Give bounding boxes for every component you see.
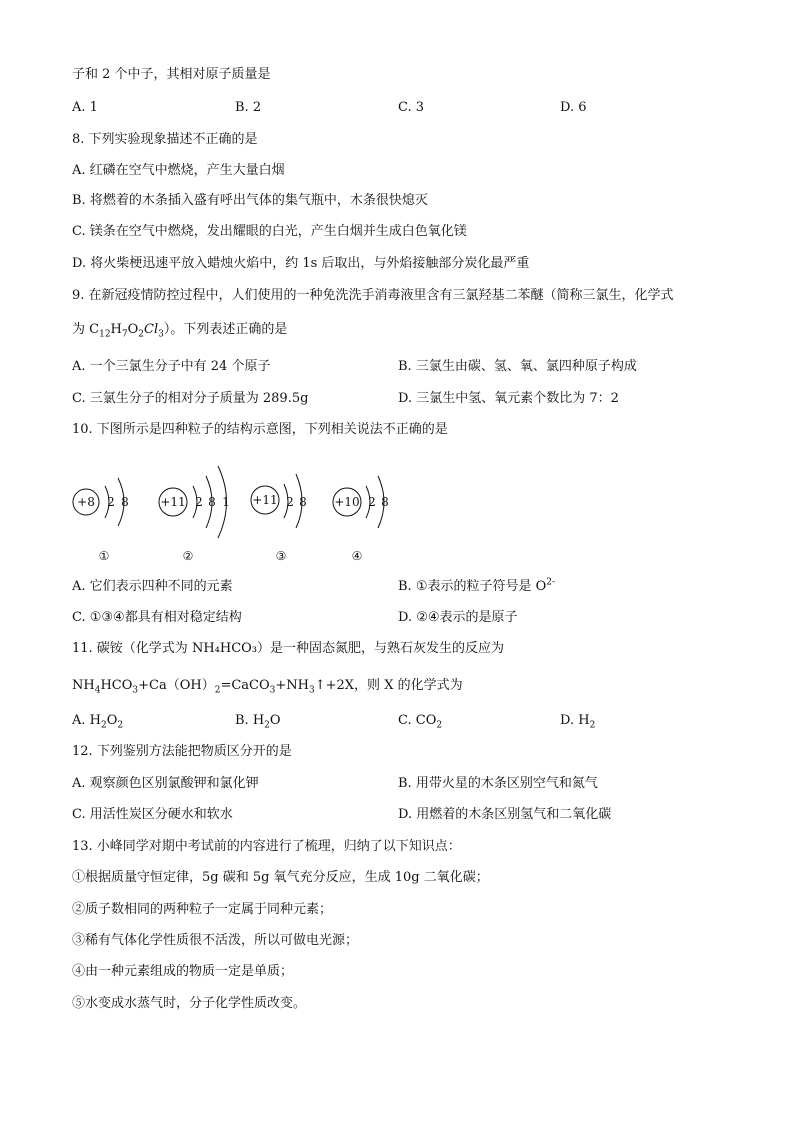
q8-option-a: A. 红磷在空气中燃烧，产生大量白烟 xyxy=(72,163,285,178)
q12-option-c: C. 用活性炭区分硬水和软水 xyxy=(72,807,233,822)
q13-point-2: ②质子数相同的两种粒子一定属于同种元素； xyxy=(72,902,333,917)
particle-2-shell-1: 2 xyxy=(195,495,203,509)
q13-point-5: ⑤水变成水蒸气时，分子化学性质改变。 xyxy=(72,996,307,1011)
q7-option-c: C. 3 xyxy=(398,100,425,115)
particle-2-shell-2: 8 xyxy=(208,495,216,509)
q12-option-d: D. 用燃着的木条区别氢气和二氧化碳 xyxy=(398,807,612,822)
question-7-stem-tail: 子和 2 个中子，其相对原子质量是 xyxy=(72,67,271,82)
particle-4-shell-2: 8 xyxy=(381,495,389,509)
q12-option-b: B. 用带火星的木条区别空气和氮气 xyxy=(398,776,598,791)
particle-4 xyxy=(333,476,389,563)
particle-1-shell-2: 8 xyxy=(121,495,129,509)
particle-4-label: ④ xyxy=(351,549,363,563)
q13-point-4: ④由一种元素组成的物质一定是单质； xyxy=(72,964,294,979)
atomic-structure-diagram xyxy=(60,450,420,575)
q9-option-d: D. 三氯生中氢、氧元素个数比为 7：2 xyxy=(398,391,619,406)
particle-4-nucleus: +10 xyxy=(334,495,360,509)
q13-point-3: ③稀有气体化学性质很不活泼，所以可做电光源； xyxy=(72,933,359,948)
q10-option-a: A. 它们表示四种不同的元素 xyxy=(72,579,233,594)
question-11-equation: $NH_4HCO_3+Ca(OH)_2=CaCO_3+NH_3↑+2X$，则 X 的化学式为 xyxy=(72,678,463,696)
particle-3 xyxy=(251,474,307,563)
particle-3-nucleus: +11 xyxy=(252,493,278,507)
q9-option-c: C. 三氯生分子的相对分子质量为 289.5g xyxy=(72,391,309,406)
particle-1-shell-1: 2 xyxy=(107,495,115,509)
particle-2-label: ② xyxy=(182,549,194,563)
particle-3-shell-1: 2 xyxy=(286,495,294,509)
q7-option-b: B. 2 xyxy=(235,100,262,115)
particle-2 xyxy=(159,466,230,563)
question-9-stem: 9. 在新冠疫情防控过程中，人们使用的一种免洗洗手消毒液里含有三氯羟基二苯醚（简称三氯生，化学式 xyxy=(72,288,674,303)
q11-option-d: D. $H_2$ xyxy=(560,713,596,731)
q9-option-a: A. 一个三氯生分子中有 24 个原子 xyxy=(72,359,271,374)
particle-3-shell-2: 8 xyxy=(299,495,307,509)
particle-1 xyxy=(73,478,129,563)
q7-option-a: A. 1 xyxy=(72,100,98,115)
q13-point-1: ①根据质量守恒定律，5g 碳和 5g 氧气充分反应，生成 10g 二氧化碳； xyxy=(72,870,489,885)
question-9-formula-line: 为 $C_{12}H_7O_2Cl_3$）。下列表述正确的是 xyxy=(72,322,288,340)
particle-2-shell-3: 1 xyxy=(222,495,230,509)
q8-option-d: D. 将火柴梗迅速平放入蜡烛火焰中，约 1s 后取出，与外焰接触部分炭化最严重 xyxy=(72,256,530,271)
q11-option-c: C. $CO_2$ xyxy=(398,713,443,731)
particle-1-nucleus: +8 xyxy=(77,495,95,509)
q10-option-c: C. ①③④都具有相对稳定结构 xyxy=(72,610,242,625)
q11-option-b: B. $H_2O$ xyxy=(235,713,281,731)
q7-option-d: D. 6 xyxy=(560,100,587,115)
particle-2-nucleus: +11 xyxy=(160,495,186,509)
particle-4-shell-1: 2 xyxy=(368,495,376,509)
q10-option-b: B. ①表示的粒子符号是 $O^{2-}$ xyxy=(398,577,556,594)
q11-option-a: A. $H_2O_2$ xyxy=(72,713,124,731)
particle-3-label: ③ xyxy=(275,549,287,563)
question-8-stem: 8. 下列实验现象描述不正确的是 xyxy=(72,132,258,147)
q8-option-b: B. 将燃着的木条插入盛有呼出气体的集气瓶中，木条很快熄灭 xyxy=(72,193,428,208)
question-13-stem: 13. 小峰同学对期中考试前的内容进行了梳理，归纳了以下知识点： xyxy=(72,839,461,854)
q9-option-b: B. 三氯生由碳、氢、氧、氯四种原子构成 xyxy=(398,359,637,374)
q8-option-c: C. 镁条在空气中燃烧，发出耀眼的白光，产生白烟并生成白色氧化镁 xyxy=(72,224,467,239)
question-10-stem: 10. 下图所示是四种粒子的结构示意图，下列相关说法不正确的是 xyxy=(72,422,448,437)
q10-option-d: D. ②④表示的是原子 xyxy=(398,610,518,625)
question-12-stem: 12. 下列鉴别方法能把物质区分开的是 xyxy=(72,744,292,759)
question-11-stem: 11. 碳铵（化学式为 NH₄HCO₃）是一种固态氮肥，与熟石灰发生的反应为 xyxy=(72,641,505,656)
particle-1-label: ① xyxy=(98,549,110,563)
q12-option-a: A. 观察颜色区别氯酸钾和氯化钾 xyxy=(72,776,259,791)
